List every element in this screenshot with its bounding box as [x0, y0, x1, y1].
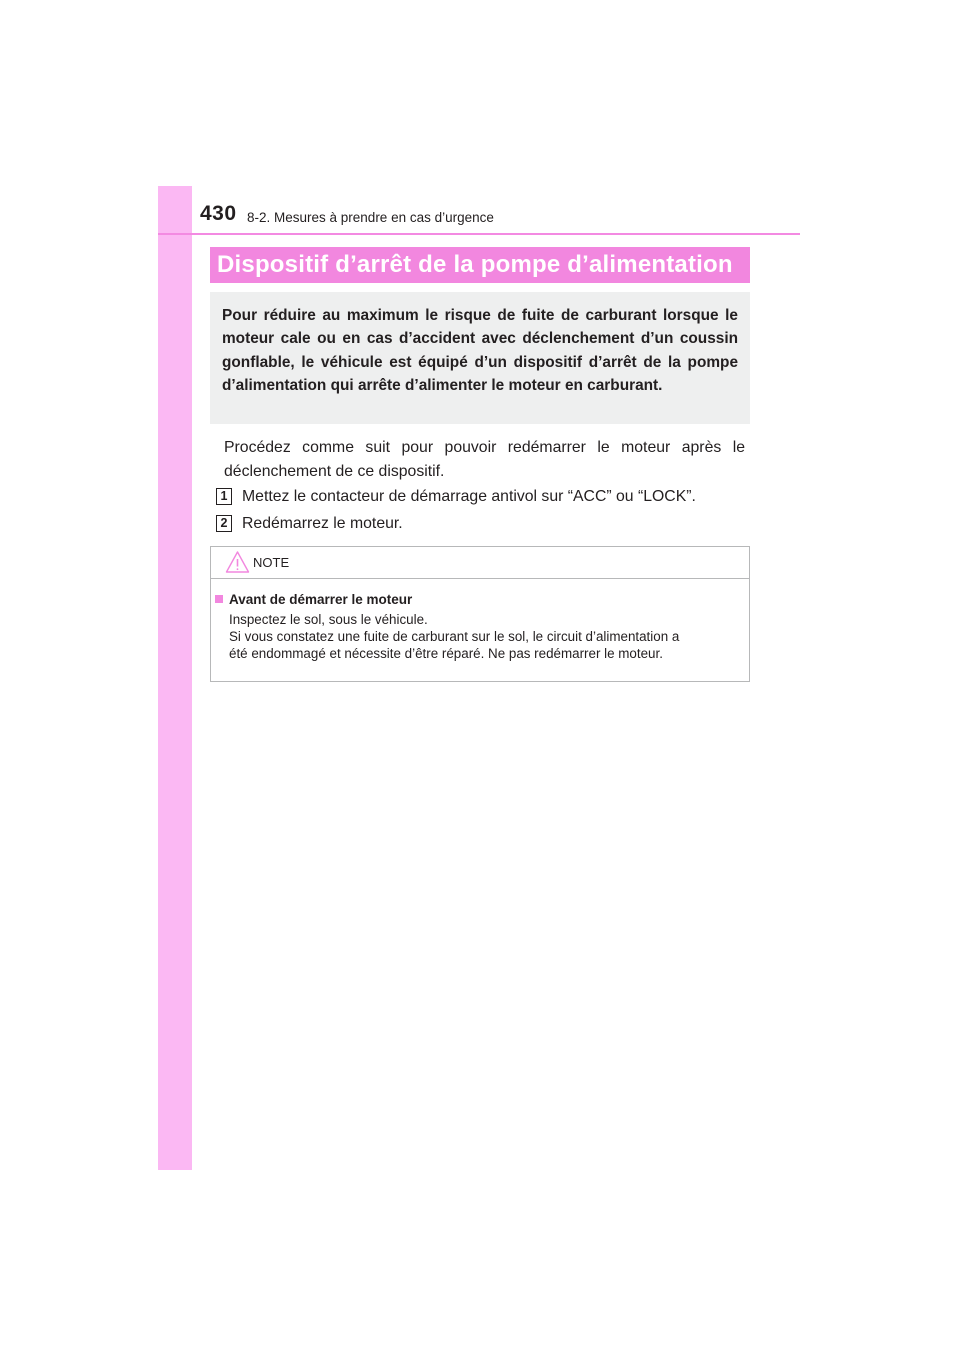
- procedure-intro: Procédez comme suit pour pouvoir redémarrer le moteur après le déclenchement de ce dispositif.: [224, 439, 745, 480]
- page-number: 430: [200, 202, 237, 225]
- step-text: Redémarrez le moteur.: [242, 515, 403, 532]
- step-2: [216, 513, 756, 535]
- note-line: Inspectez le sol, sous le véhicule.: [229, 612, 428, 627]
- note-box: [210, 546, 750, 682]
- square-bullet-icon: [215, 595, 223, 603]
- step-text: Mettez le contacteur de démarrage antivol sur “ACC” ou “LOCK”.: [242, 488, 696, 505]
- note-subheading-text: Avant de démarrer le moteur: [229, 592, 413, 607]
- note-body: [229, 611, 747, 662]
- warning-triangle-icon: [225, 550, 250, 574]
- note-subheading: [215, 591, 412, 608]
- step-1: [216, 486, 756, 508]
- section-breadcrumb: 8-2. Mesures à prendre en cas d’urgence: [247, 210, 494, 225]
- intro-text: Pour réduire au maximum le risque de fuite de carburant lorsque le moteur cale ou en cas d’accident avec déclenchement d’un coussin gonflable, le véhicule est équipé d’un dispositif d’arrêt de la pompe d’alimentation qui arrête d’alimenter le moteur en carburant.: [222, 307, 738, 395]
- side-tab-band: [158, 186, 192, 1170]
- note-header: [211, 547, 749, 579]
- note-line: Si vous constatez une fuite de carburant sur le sol, le circuit d’alimentation a: [229, 629, 680, 644]
- section-title: Dispositif d’arrêt de la pompe d’alimentation: [217, 251, 733, 278]
- step-number-badge: 2: [216, 515, 232, 532]
- step-number-badge: 1: [216, 488, 232, 505]
- note-label: NOTE: [253, 555, 290, 570]
- section-title-bar: [210, 247, 750, 283]
- header-divider: [158, 233, 800, 235]
- note-line: été endommagé et nécessite d’être réparé. Ne pas redémarrer le moteur.: [229, 646, 663, 661]
- intro-box: [210, 292, 750, 424]
